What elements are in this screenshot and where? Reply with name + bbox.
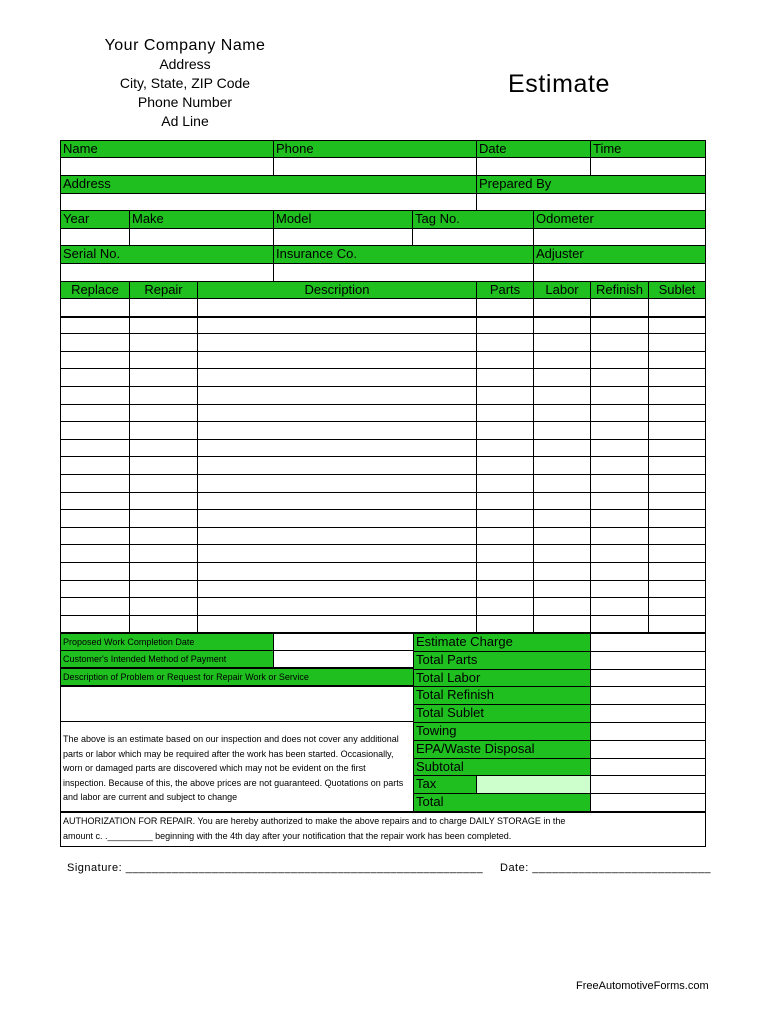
- table-cell-sublet[interactable]: [648, 404, 706, 422]
- problem-description-field[interactable]: [60, 686, 414, 722]
- table-cell-parts[interactable]: [476, 439, 534, 457]
- table-cell-description[interactable]: [197, 615, 477, 633]
- table-cell-sublet[interactable]: [648, 492, 706, 510]
- signature-line[interactable]: Signature: ______________________________________________________: [67, 862, 484, 874]
- table-cell-sublet[interactable]: [648, 351, 706, 369]
- total-value-field[interactable]: [590, 758, 706, 776]
- serial-no-label: Serial No.: [60, 245, 274, 264]
- tax-rate-field[interactable]: [476, 775, 591, 794]
- table-cell-description[interactable]: [197, 456, 477, 475]
- column-header-labor: Labor: [533, 281, 591, 299]
- table-cell-description[interactable]: [197, 562, 477, 581]
- time-field[interactable]: [590, 157, 706, 176]
- table-cell-description[interactable]: [197, 368, 477, 387]
- total-value-field[interactable]: [590, 793, 706, 812]
- table-cell-replace[interactable]: [60, 404, 130, 422]
- table-cell-sublet[interactable]: [648, 527, 706, 545]
- table-cell-repair[interactable]: [129, 298, 198, 317]
- name-field[interactable]: [60, 157, 274, 176]
- total-label-estimate-charge: Estimate Charge: [413, 633, 591, 652]
- insurance-field[interactable]: [273, 263, 534, 282]
- model-field[interactable]: [273, 228, 413, 246]
- phone-label: Phone: [273, 140, 477, 158]
- table-cell-replace[interactable]: [60, 474, 130, 493]
- table-cell-labor[interactable]: [533, 527, 591, 545]
- table-cell-labor[interactable]: [533, 404, 591, 422]
- table-cell-repair[interactable]: [129, 615, 198, 633]
- table-cell-repair[interactable]: [129, 316, 198, 334]
- table-cell-labor[interactable]: [533, 456, 591, 475]
- time-label: Time: [590, 140, 706, 158]
- authorization-line-2: amount c. ._________ beginning with the 4th day after your notification that the repair work has been completed.: [63, 830, 512, 841]
- footer-website: FreeAutomotiveForms.com: [576, 980, 709, 992]
- table-cell-sublet[interactable]: [648, 386, 706, 405]
- table-cell-description[interactable]: [197, 527, 477, 545]
- authorization-box: [60, 812, 706, 847]
- table-cell-parts[interactable]: [476, 615, 534, 633]
- total-value-field[interactable]: [590, 651, 706, 670]
- adjuster-field[interactable]: [533, 263, 706, 282]
- table-cell-labor[interactable]: [533, 580, 591, 598]
- table-cell-parts[interactable]: [476, 316, 534, 334]
- total-label-tax: Tax: [413, 775, 477, 794]
- table-cell-description[interactable]: [197, 492, 477, 510]
- table-cell-parts[interactable]: [476, 509, 534, 528]
- table-cell-repair[interactable]: [129, 562, 198, 581]
- table-cell-replace[interactable]: [60, 386, 130, 405]
- table-cell-refinish[interactable]: [590, 544, 649, 563]
- company-phone: Phone Number: [137, 94, 233, 110]
- table-cell-parts[interactable]: [476, 404, 534, 422]
- table-cell-parts[interactable]: [476, 527, 534, 545]
- table-cell-labor[interactable]: [533, 316, 591, 334]
- table-cell-sublet[interactable]: [648, 509, 706, 528]
- column-header-refinish: Refinish: [590, 281, 649, 299]
- table-cell-replace[interactable]: [60, 316, 130, 334]
- table-cell-refinish[interactable]: [590, 456, 649, 475]
- signature-date-line[interactable]: Date: ___________________________: [500, 862, 712, 874]
- table-cell-refinish[interactable]: [590, 615, 649, 633]
- odometer-field[interactable]: [533, 228, 706, 246]
- name-label: Name: [60, 140, 274, 158]
- prepared-by-field[interactable]: [476, 193, 706, 211]
- table-cell-refinish[interactable]: [590, 509, 649, 528]
- table-cell-refinish[interactable]: [590, 404, 649, 422]
- table-cell-labor[interactable]: [533, 439, 591, 457]
- table-cell-repair[interactable]: [129, 580, 198, 598]
- table-cell-description[interactable]: [197, 316, 477, 334]
- table-cell-refinish[interactable]: [590, 333, 649, 352]
- table-cell-parts[interactable]: [476, 597, 534, 616]
- total-label-epa-waste-disposal: EPA/Waste Disposal: [413, 740, 591, 759]
- table-cell-labor[interactable]: [533, 615, 591, 633]
- table-cell-replace[interactable]: [60, 527, 130, 545]
- table-cell-parts[interactable]: [476, 351, 534, 369]
- table-cell-repair[interactable]: [129, 368, 198, 387]
- table-cell-sublet[interactable]: [648, 333, 706, 352]
- table-cell-labor[interactable]: [533, 351, 591, 369]
- table-cell-parts[interactable]: [476, 474, 534, 493]
- table-cell-repair[interactable]: [129, 544, 198, 563]
- table-cell-refinish[interactable]: [590, 316, 649, 334]
- table-cell-refinish[interactable]: [590, 368, 649, 387]
- table-cell-labor[interactable]: [533, 509, 591, 528]
- table-cell-refinish[interactable]: [590, 474, 649, 493]
- table-cell-replace[interactable]: [60, 580, 130, 598]
- column-header-parts: Parts: [476, 281, 534, 299]
- table-cell-sublet[interactable]: [648, 298, 706, 317]
- table-cell-labor[interactable]: [533, 474, 591, 493]
- table-cell-description[interactable]: [197, 421, 477, 440]
- table-cell-sublet[interactable]: [648, 474, 706, 493]
- table-cell-labor[interactable]: [533, 544, 591, 563]
- table-cell-description[interactable]: [197, 439, 477, 457]
- table-cell-parts[interactable]: [476, 544, 534, 563]
- table-cell-replace[interactable]: [60, 439, 130, 457]
- table-cell-parts[interactable]: [476, 492, 534, 510]
- total-label-total-labor: Total Labor: [413, 669, 591, 687]
- table-cell-parts[interactable]: [476, 421, 534, 440]
- address-field[interactable]: [60, 193, 477, 211]
- table-cell-parts[interactable]: [476, 562, 534, 581]
- table-cell-parts[interactable]: [476, 368, 534, 387]
- table-cell-refinish[interactable]: [590, 492, 649, 510]
- problem-description-label: Description of Problem or Request for Repair Work or Service: [60, 668, 414, 686]
- table-cell-repair[interactable]: [129, 333, 198, 352]
- total-value-field[interactable]: [590, 775, 706, 794]
- table-cell-labor[interactable]: [533, 597, 591, 616]
- table-cell-labor[interactable]: [533, 368, 591, 387]
- page-title: Estimate: [508, 70, 611, 98]
- table-cell-description[interactable]: [197, 580, 477, 598]
- table-cell-sublet[interactable]: [648, 316, 706, 334]
- table-cell-description[interactable]: [197, 544, 477, 563]
- table-cell-sublet[interactable]: [648, 562, 706, 581]
- total-value-field[interactable]: [590, 669, 706, 687]
- table-cell-sublet[interactable]: [648, 421, 706, 440]
- table-cell-parts[interactable]: [476, 456, 534, 475]
- table-cell-repair[interactable]: [129, 597, 198, 616]
- table-cell-replace[interactable]: [60, 597, 130, 616]
- company-name: Your Company Name: [104, 37, 266, 54]
- phone-field[interactable]: [273, 157, 477, 176]
- table-cell-replace[interactable]: [60, 615, 130, 633]
- completion-date-label: Proposed Work Completion Date: [60, 633, 274, 651]
- total-value-field[interactable]: [590, 704, 706, 723]
- date-label: Date: [476, 140, 591, 158]
- table-cell-replace[interactable]: [60, 562, 130, 581]
- completion-date-field[interactable]: [273, 633, 414, 651]
- table-cell-repair[interactable]: [129, 421, 198, 440]
- total-label-total-parts: Total Parts: [413, 651, 591, 670]
- table-cell-refinish[interactable]: [590, 386, 649, 405]
- table-cell-refinish[interactable]: [590, 351, 649, 369]
- table-cell-description[interactable]: [197, 474, 477, 493]
- year-field[interactable]: [60, 228, 130, 246]
- table-cell-parts[interactable]: [476, 580, 534, 598]
- payment-method-label: Customer's Intended Method of Payment: [60, 650, 274, 668]
- total-label-total-refinish: Total Refinish: [413, 686, 591, 705]
- total-value-field[interactable]: [590, 722, 706, 741]
- make-field[interactable]: [129, 228, 274, 246]
- table-cell-replace[interactable]: [60, 492, 130, 510]
- table-cell-repair[interactable]: [129, 439, 198, 457]
- table-cell-refinish[interactable]: [590, 298, 649, 317]
- company-city: City, State, ZIP Code: [119, 75, 251, 91]
- table-cell-repair[interactable]: [129, 386, 198, 405]
- company-block: [60, 36, 310, 131]
- table-cell-labor[interactable]: [533, 298, 591, 317]
- table-cell-replace[interactable]: [60, 509, 130, 528]
- table-cell-parts[interactable]: [476, 333, 534, 352]
- table-cell-repair[interactable]: [129, 456, 198, 475]
- tag-no-field[interactable]: [412, 228, 534, 246]
- table-cell-labor[interactable]: [533, 492, 591, 510]
- total-value-field[interactable]: [590, 740, 706, 759]
- year-label: Year: [60, 210, 130, 229]
- column-header-sublet: Sublet: [648, 281, 706, 299]
- table-cell-refinish[interactable]: [590, 562, 649, 581]
- table-cell-replace[interactable]: [60, 333, 130, 352]
- table-cell-replace[interactable]: [60, 368, 130, 387]
- company-address: Address: [159, 56, 211, 72]
- authorization-line-1: AUTHORIZATION FOR REPAIR. You are hereby authorized to make the above repairs and to charge DAILY STORAGE in the: [63, 816, 566, 826]
- table-cell-repair[interactable]: [129, 474, 198, 493]
- payment-method-field[interactable]: [273, 650, 414, 668]
- total-label-total-sublet: Total Sublet: [413, 704, 591, 723]
- company-adline: Ad Line: [161, 113, 209, 129]
- table-cell-labor[interactable]: [533, 386, 591, 405]
- table-cell-sublet[interactable]: [648, 544, 706, 563]
- table-cell-repair[interactable]: [129, 492, 198, 510]
- insurance-label: Insurance Co.: [273, 245, 534, 264]
- table-cell-description[interactable]: [197, 404, 477, 422]
- table-cell-refinish[interactable]: [590, 580, 649, 598]
- table-cell-description[interactable]: [197, 386, 477, 405]
- table-cell-repair[interactable]: [129, 527, 198, 545]
- table-cell-sublet[interactable]: [648, 368, 706, 387]
- table-cell-description[interactable]: [197, 333, 477, 352]
- table-cell-refinish[interactable]: [590, 439, 649, 457]
- estimate-disclaimer: The above is an estimate based on our inspection and does not cover any additional parts or labor which may be required after the work has been started. Occasionally, worn or damaged parts are discovered which may not be evident on the first inspection. Because of this, the above prices are not guaranteed. Quotations on parts and labor are current and subject to change: [60, 721, 414, 812]
- total-value-field[interactable]: [590, 686, 706, 705]
- table-cell-repair[interactable]: [129, 509, 198, 528]
- table-cell-refinish[interactable]: [590, 421, 649, 440]
- serial-no-field[interactable]: [60, 263, 274, 282]
- address-label: Address: [60, 175, 477, 194]
- table-cell-labor[interactable]: [533, 333, 591, 352]
- table-cell-sublet[interactable]: [648, 615, 706, 633]
- odometer-label: Odometer: [533, 210, 706, 229]
- table-cell-replace[interactable]: [60, 298, 130, 317]
- table-cell-refinish[interactable]: [590, 527, 649, 545]
- total-label-subtotal: Subtotal: [413, 758, 591, 776]
- model-label: Model: [273, 210, 413, 229]
- make-label: Make: [129, 210, 274, 229]
- column-header-repair: Repair: [129, 281, 198, 299]
- total-label-towing: Towing: [413, 722, 591, 741]
- table-cell-description[interactable]: [197, 597, 477, 616]
- table-cell-labor[interactable]: [533, 421, 591, 440]
- prepared-by-label: Prepared By: [476, 175, 706, 194]
- table-cell-repair[interactable]: [129, 351, 198, 369]
- table-cell-parts[interactable]: [476, 298, 534, 317]
- table-cell-sublet[interactable]: [648, 439, 706, 457]
- table-cell-description[interactable]: [197, 351, 477, 369]
- table-cell-refinish[interactable]: [590, 597, 649, 616]
- table-cell-replace[interactable]: [60, 456, 130, 475]
- table-cell-sublet[interactable]: [648, 597, 706, 616]
- table-cell-replace[interactable]: [60, 544, 130, 563]
- table-cell-replace[interactable]: [60, 351, 130, 369]
- tag-no-label: Tag No.: [412, 210, 534, 229]
- table-cell-repair[interactable]: [129, 404, 198, 422]
- total-value-field[interactable]: [590, 633, 706, 652]
- table-cell-sublet[interactable]: [648, 580, 706, 598]
- table-cell-description[interactable]: [197, 298, 477, 317]
- column-header-replace: Replace: [60, 281, 130, 299]
- table-cell-description[interactable]: [197, 509, 477, 528]
- adjuster-label: Adjuster: [533, 245, 706, 264]
- table-cell-replace[interactable]: [60, 421, 130, 440]
- date-field[interactable]: [476, 157, 591, 176]
- table-cell-parts[interactable]: [476, 386, 534, 405]
- total-label-total: Total: [413, 793, 591, 812]
- table-cell-labor[interactable]: [533, 562, 591, 581]
- column-header-description: Description: [197, 281, 477, 299]
- table-cell-sublet[interactable]: [648, 456, 706, 475]
